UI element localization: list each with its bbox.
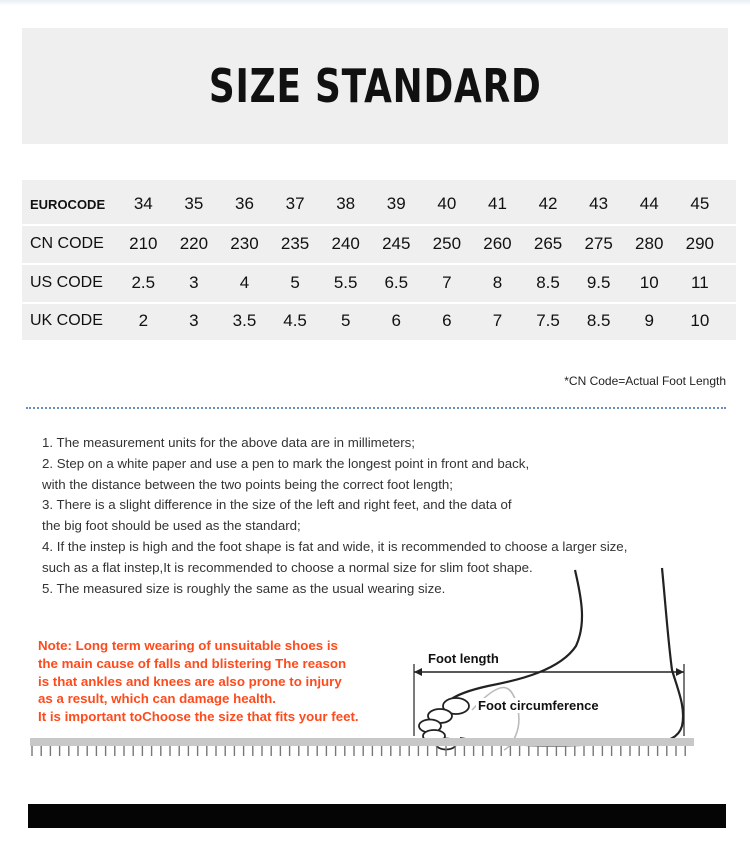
size-cell: 220 xyxy=(179,234,209,253)
instruction-line: 5. The measured size is roughly the same as the usual wearing size. xyxy=(42,580,446,596)
size-cell: 6.5 xyxy=(384,273,409,292)
size-cell: 7 xyxy=(492,311,503,330)
foot-length-label: Foot length xyxy=(428,651,499,666)
size-cell: 250 xyxy=(432,234,462,253)
size-cell: 280 xyxy=(635,234,664,253)
size-cell: 235 xyxy=(280,234,310,253)
size-cell: 230 xyxy=(230,234,259,253)
size-cell: 2 xyxy=(138,311,149,330)
instruction-line: 3. There is a slight difference in the size of the left and right feet, and the data of xyxy=(42,497,512,513)
instruction-line: 2. Step on a white paper and use a pen to mark the longest point in front and back, xyxy=(42,455,530,471)
size-cell: 265 xyxy=(533,234,563,253)
instep-outline xyxy=(450,570,582,700)
size-row-label: UK CODE xyxy=(30,312,103,329)
size-cell: 6 xyxy=(442,311,452,330)
size-cell: 4 xyxy=(239,273,250,292)
size-row xyxy=(22,187,736,221)
size-cell: 38 xyxy=(336,194,356,213)
size-cell: 41 xyxy=(487,194,507,213)
arrow-head xyxy=(676,668,684,676)
size-cell: 11 xyxy=(691,273,709,292)
size-cell: 2.5 xyxy=(131,273,156,292)
size-table xyxy=(22,180,736,340)
size-cell: 40 xyxy=(437,194,457,213)
heel-outline xyxy=(640,568,683,742)
size-cell: 9.5 xyxy=(586,273,611,292)
instruction-line: with the distance between the two points being the correct foot length; xyxy=(42,476,453,492)
arrow-head xyxy=(414,668,422,676)
size-cell: 35 xyxy=(184,194,204,213)
bottom-bar xyxy=(28,804,726,828)
size-cell: 290 xyxy=(685,234,715,253)
size-row xyxy=(22,304,736,338)
size-cell: 10 xyxy=(690,311,710,330)
foot-circumference-label: Foot circumference xyxy=(478,698,599,713)
size-cell: 6 xyxy=(391,311,401,330)
size-cell: 45 xyxy=(690,194,710,213)
health-note xyxy=(38,637,418,726)
row-divider xyxy=(22,263,736,265)
instruction-line: the big foot should be used as the standard; xyxy=(42,518,301,534)
size-cell: 10 xyxy=(639,273,659,292)
size-cell: 3 xyxy=(189,311,199,330)
size-cell: 5.5 xyxy=(333,273,358,292)
size-row-label: EUROCODE xyxy=(30,196,106,212)
size-cell: 275 xyxy=(584,234,613,253)
instruction-line: such as a flat instep,It is recommended to choose a normal size for slim foot shape. xyxy=(42,559,533,575)
page-title: SIZE STANDARD xyxy=(208,59,542,113)
ruler-body xyxy=(30,738,694,746)
size-cell: 9 xyxy=(644,311,654,330)
size-cell: 8.5 xyxy=(586,311,611,330)
size-cell: 37 xyxy=(285,194,305,213)
row-divider xyxy=(22,224,736,226)
size-cell: 39 xyxy=(386,194,406,213)
size-cell: 260 xyxy=(483,234,512,253)
dotted-divider xyxy=(26,407,726,409)
note-line: It is important toChoose the size that fits your feet. xyxy=(38,709,359,725)
size-cell: 3 xyxy=(189,273,199,292)
note-line: Note: Long term wearing of unsuitable shoes is xyxy=(38,638,338,653)
instruction-line: 1. The measurement units for the above data are in millimeters; xyxy=(42,435,415,450)
instruction-line: 4. If the instep is high and the foot shape is fat and wide, it is recommended to choose a larger size, xyxy=(42,538,628,554)
size-cell: 42 xyxy=(538,194,558,213)
title-banner xyxy=(22,28,728,144)
top-border xyxy=(0,0,750,6)
size-cell: 7 xyxy=(442,273,452,292)
note-line: is that ankles and knees are also prone to injury xyxy=(38,673,342,689)
size-cell: 5 xyxy=(290,273,300,292)
size-row-label: CN CODE xyxy=(30,235,104,252)
note-line: the main cause of falls and blistering The reason xyxy=(38,655,347,671)
size-cell: 240 xyxy=(331,234,360,253)
size-row xyxy=(22,227,736,261)
size-cell: 4.5 xyxy=(283,311,307,330)
size-cell: 5 xyxy=(340,311,351,330)
size-cell: 210 xyxy=(129,234,158,253)
size-cell: 34 xyxy=(133,194,153,213)
size-cell: 8.5 xyxy=(536,273,560,292)
ruler xyxy=(30,738,694,760)
size-cell: 44 xyxy=(639,194,659,213)
size-cell: 7.5 xyxy=(536,311,560,330)
size-cell: 36 xyxy=(235,194,254,213)
ruler-ticks xyxy=(32,746,685,756)
size-row-label: US CODE xyxy=(30,274,103,291)
size-cell: 8 xyxy=(492,273,503,292)
size-cell: 3.5 xyxy=(232,311,257,330)
size-row xyxy=(22,266,736,300)
cn-code-footnote: *CN Code=Actual Foot Length xyxy=(564,374,726,388)
size-cell: 43 xyxy=(589,194,609,213)
size-cell: 245 xyxy=(382,234,411,253)
note-line: as a result, which can damage health. xyxy=(38,691,276,707)
